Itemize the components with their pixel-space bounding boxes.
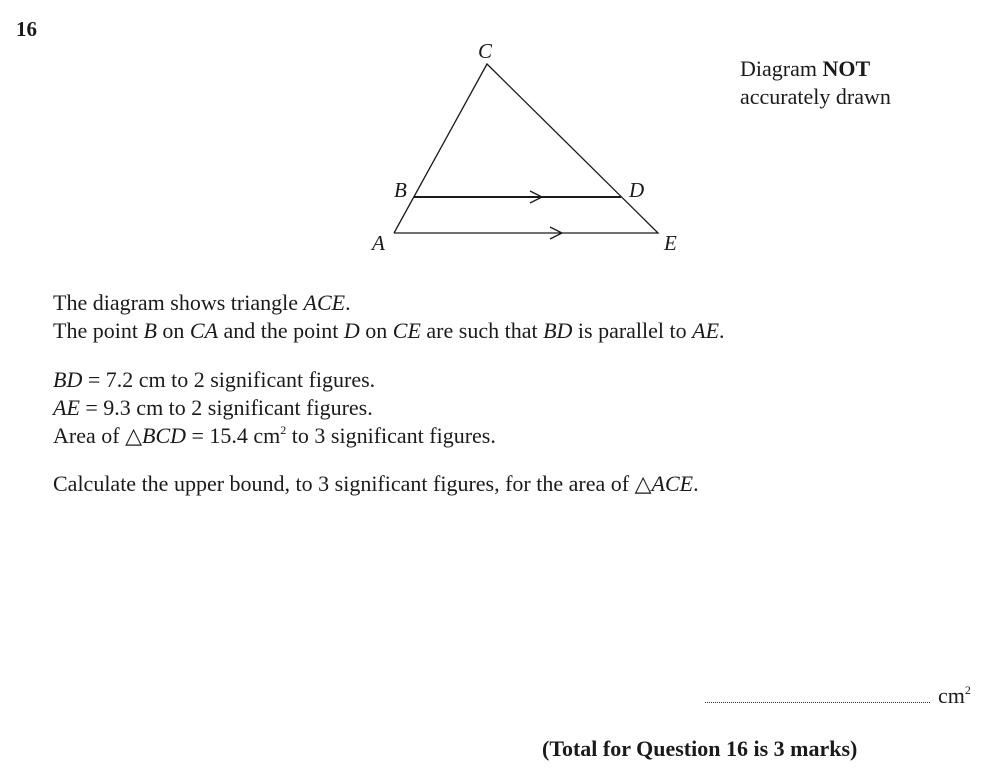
label-b: B bbox=[394, 178, 407, 202]
label-d: D bbox=[629, 178, 645, 202]
label-e: E bbox=[664, 231, 677, 255]
label-c: C bbox=[478, 39, 493, 63]
answer-line[interactable]: $cm^2$ bbox=[705, 683, 971, 709]
label-a: A bbox=[372, 231, 385, 255]
answer-blank[interactable] bbox=[705, 684, 930, 703]
intro-text: The diagram shows triangle ACE. The point B on CA and the point D on CE are such that BD is parallel to AE. bbox=[53, 290, 725, 343]
triangle-outline bbox=[394, 64, 658, 233]
question-number: 16 bbox=[16, 17, 37, 41]
answer-unit: cm bbox=[938, 683, 965, 708]
given-values: BD = 7.2 cm to 2 significant figures. AE = 9.3 cm to 2 significant figures. Area of △BCD = 15.4 $cm^2$ to 3 significant figures. bbox=[53, 367, 496, 448]
diagram-note: Diagram NOT accurately drawn bbox=[740, 56, 891, 109]
task-text: Calculate the upper bound, to 3 significant figures, for the area of △ACE. bbox=[53, 471, 699, 496]
triangle-diagram bbox=[0, 0, 1001, 280]
total-marks: (Total for Question 16 is 3 marks) bbox=[542, 736, 858, 761]
